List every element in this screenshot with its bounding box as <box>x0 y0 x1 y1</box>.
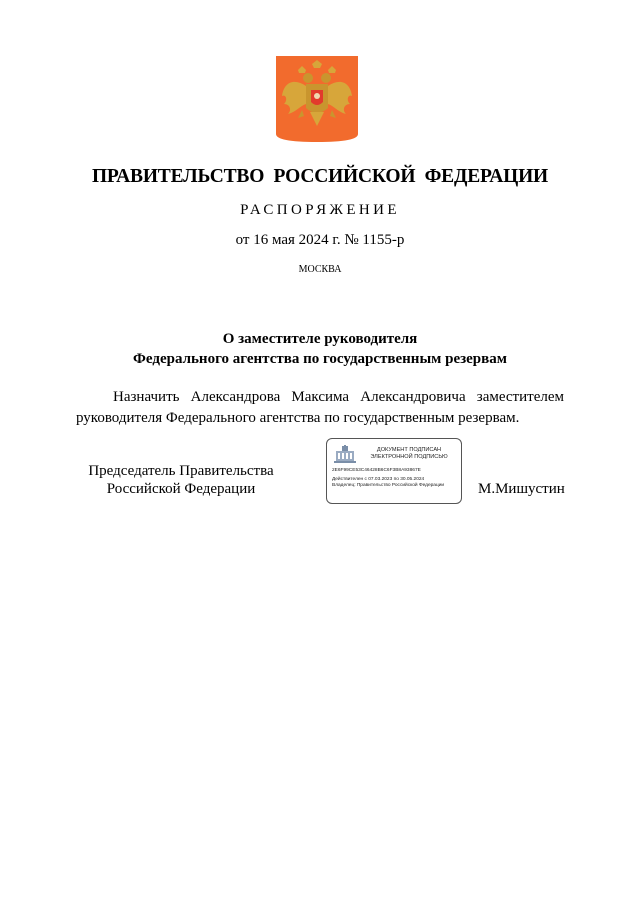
signer-position-line-1: Председатель Правительства <box>88 463 274 479</box>
coat-of-arms-icon <box>276 56 358 142</box>
subject-line-1: О заместителе руководителя <box>222 331 418 347</box>
electronic-signature-stamp <box>326 438 462 504</box>
subject-line-2: Федерального агентства по государственным резервам <box>133 351 507 367</box>
stamp-title-line-2: ЭЛЕКТРОННОЙ ПОДПИСЬЮ <box>370 454 448 460</box>
government-building-icon <box>334 445 356 463</box>
stamp-validity: Действителен с 07.03.2023 по 30.05.2024 <box>332 477 425 482</box>
signer-position-line-2: Российской Федерации <box>106 481 256 497</box>
document-type: РАСПОРЯЖЕНИЕ <box>240 202 400 218</box>
stamp-owner: Владелец: Правительство Российской Федерации <box>332 483 445 488</box>
stamp-title <box>359 447 459 461</box>
document-date-number: от 16 мая 2024 г. № 1155-р <box>235 232 405 248</box>
stamp-title-line-1: ДОКУМЕНТ ПОДПИСАН <box>376 447 442 453</box>
stamp-serial-number: 2E6F99CE53C46428B6C6F3B8A93867E <box>332 468 421 473</box>
organization-title: ПРАВИТЕЛЬСТВО РОССИЙСКОЙ ФЕДЕРАЦИИ <box>91 166 549 187</box>
document-city: МОСКВА <box>298 264 342 275</box>
document-subject <box>0 329 640 369</box>
body-paragraph: Назначить Александрова Максима Александровича заместителем руководителя Федерального агентства по государственным резервам. <box>76 389 564 426</box>
signer-name: М.Мишустин <box>478 481 565 497</box>
signer-position <box>76 462 286 498</box>
